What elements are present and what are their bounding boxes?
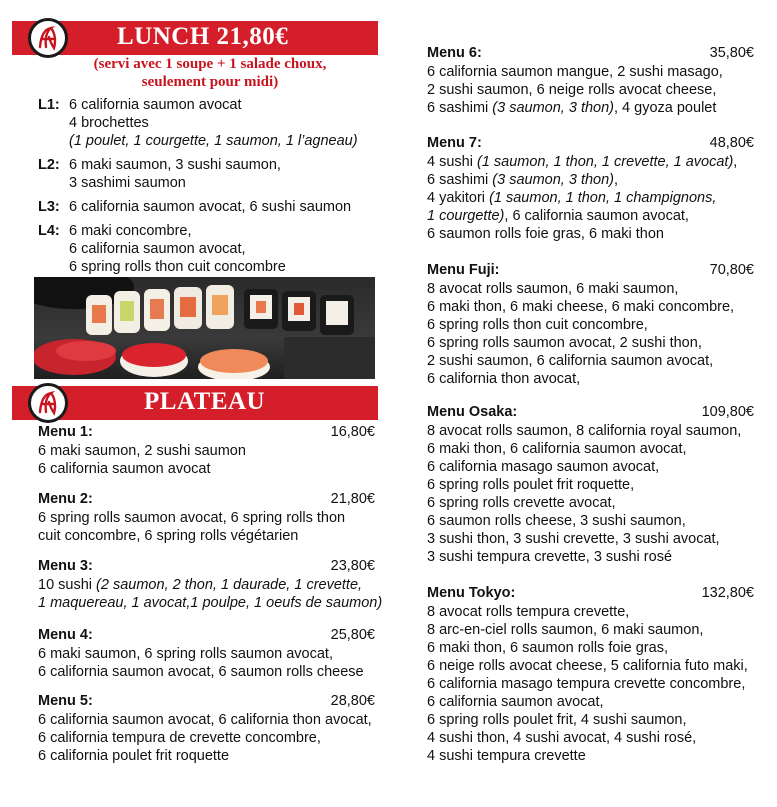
lunch-line (69, 96, 383, 114)
text-segment: cuit concombre, 6 spring rolls végétarien (38, 528, 299, 544)
text-segment: 6 california masago saumon avocat, (427, 459, 660, 475)
menu-line (38, 594, 383, 612)
text-segment: 6 sashimi (427, 172, 493, 188)
menu-name: Menu 4: (38, 627, 93, 643)
menu-line (38, 645, 375, 663)
text-segment: 10 sushi (38, 577, 97, 593)
text-segment: (3 saumon, 3 thon) (492, 172, 614, 188)
menu-line (38, 442, 375, 460)
menu-line (427, 316, 754, 334)
lunch-code: L4: (38, 223, 60, 239)
menu-header (38, 423, 375, 441)
text-segment: 1 courgette) (427, 208, 505, 224)
text-segment: 6 spring rolls saumon avocat, 6 spring rolls thon (38, 510, 346, 526)
menu-name: Menu 5: (38, 693, 93, 709)
text-segment: 6 spring rolls poulet frit roquette, (427, 477, 635, 493)
menu-line (427, 512, 754, 530)
text-segment: 6 california masago tempura crevette concombre, (427, 676, 746, 692)
menu-line (427, 352, 754, 370)
menu-line (427, 440, 754, 458)
menu-line (38, 711, 375, 729)
text-segment: 6 saumon rolls cheese, 3 sushi saumon, (427, 513, 686, 529)
lunch-line (69, 240, 383, 258)
text-segment: 4 yakitori (427, 190, 490, 206)
menu-block (38, 423, 375, 478)
menu-line (427, 530, 754, 548)
text-segment: 6 spring rolls thon cuit concombre, (427, 317, 648, 333)
sushi-platter-photo (34, 277, 375, 379)
menu-line (427, 476, 754, 494)
menu-line (427, 207, 754, 225)
text-segment: 6 maki thon, 6 saumon rolls foie gras, (427, 640, 668, 656)
text-segment: (1 poulet, 1 courgette, 1 saumon, 1 l’agneau) (69, 133, 358, 149)
text-segment: 6 sashimi (427, 100, 493, 116)
lunch-description (69, 156, 383, 192)
menu-header (427, 261, 754, 279)
text-segment: , (733, 154, 738, 170)
lunch-subtitle-line: (servi avec 1 soupe + 1 salade choux, (93, 56, 327, 72)
menu-line (427, 729, 754, 747)
text-segment: 4 sushi thon, 4 sushi avocat, 4 sushi rosé, (427, 730, 697, 746)
text-segment: , 4 gyoza poulet (614, 100, 717, 116)
menu-line (427, 603, 754, 621)
menu-line (38, 663, 375, 681)
text-segment: 6 maki saumon, 3 sushi saumon, (69, 157, 281, 173)
lunch-item (38, 156, 383, 192)
text-segment: 3 sushi tempura crevette, 3 sushi rosé (427, 549, 673, 565)
text-segment: 8 avocat rolls tempura crevette, (427, 604, 630, 620)
restaurant-logo-icon (28, 383, 68, 423)
text-segment: 6 california saumon avocat, 6 california thon avocat, (38, 712, 372, 728)
menu-price: 25,80€ (330, 627, 375, 643)
text-segment: 6 california saumon avocat, 6 saumon rolls cheese (38, 664, 364, 680)
lunch-item (38, 198, 383, 216)
text-segment: 3 sushi thon, 3 sushi crevette, 3 sushi avocat, (427, 531, 720, 547)
menu-line (38, 729, 375, 747)
text-segment: , (614, 172, 619, 188)
lunch-line (69, 132, 383, 150)
menu-header (427, 134, 754, 152)
text-segment: 6 maki concombre, (69, 223, 192, 239)
menu-line (427, 189, 754, 207)
text-segment: 6 maki saumon, 2 sushi saumon (38, 443, 246, 459)
menu-block (38, 626, 375, 681)
text-segment: 6 spring rolls thon cuit concombre (69, 259, 286, 275)
menu-line (427, 171, 754, 189)
menu-price: 48,80€ (709, 135, 754, 151)
menu-header (38, 490, 375, 508)
menu-price: 16,80€ (330, 424, 375, 440)
lunch-code: L2: (38, 157, 60, 173)
text-segment: 8 avocat rolls saumon, 6 maki saumon, (427, 281, 679, 297)
menu-block (38, 557, 383, 612)
menu-line (427, 693, 754, 711)
text-segment: 6 california saumon avocat (38, 461, 211, 477)
menu-line (427, 422, 754, 440)
plateau-title: PLATEAU (144, 388, 266, 415)
menu-header (427, 44, 754, 62)
text-segment: 6 california tempura de crevette concombre, (38, 730, 321, 746)
lunch-list (38, 96, 383, 282)
menu-block (427, 134, 754, 243)
restaurant-logo-icon (28, 18, 68, 58)
text-segment: 2 sushi saumon, 6 california saumon avocat, (427, 353, 714, 369)
menu-line (427, 747, 754, 765)
lunch-description (69, 222, 383, 276)
menu-line (427, 99, 754, 117)
menu-name: Menu 3: (38, 558, 93, 574)
menu-line (38, 509, 375, 527)
text-segment: 6 saumon rolls foie gras, 6 maki thon (427, 226, 664, 242)
lunch-description (69, 198, 383, 216)
text-segment: 4 sushi (427, 154, 477, 170)
text-segment: 6 spring rolls saumon avocat, 2 sushi thon, (427, 335, 702, 351)
lunch-description (69, 96, 383, 150)
lunch-title: LUNCH 21,80€ (117, 23, 289, 50)
lunch-code: L3: (38, 199, 60, 215)
menu-line (38, 576, 375, 594)
menu-line (427, 280, 754, 298)
menu-line (38, 460, 375, 478)
text-segment: (3 saumon, 3 thon) (492, 100, 614, 116)
lunch-line (69, 114, 383, 132)
text-segment: 6 california thon avocat, (427, 371, 581, 387)
text-segment: 6 spring rolls poulet frit, 4 sushi saumon, (427, 712, 687, 728)
menu-line (427, 334, 754, 352)
lunch-item (38, 222, 383, 276)
menu-name: Menu Tokyo: (427, 585, 516, 601)
menu-line (427, 657, 754, 675)
menu-line (427, 153, 754, 171)
menu-name: Menu Osaka: (427, 404, 518, 420)
menu-price: 70,80€ (709, 262, 754, 278)
menu-header (38, 557, 375, 575)
menu-price: 28,80€ (330, 693, 375, 709)
text-segment: 6 california saumon mangue, 2 sushi masago, (427, 64, 723, 80)
menu-price: 35,80€ (709, 45, 754, 61)
menu-line (427, 494, 754, 512)
menu-line (427, 711, 754, 729)
lunch-subtitle-line: seulement pour midi) (141, 74, 279, 90)
text-segment: 6 california poulet frit roquette (38, 748, 230, 764)
menu-line (427, 81, 754, 99)
menu-price: 132,80€ (701, 585, 754, 601)
text-segment: 1 maquereau, 1 avocat,1 poulpe, 1 oeufs de saumon) (38, 595, 383, 611)
menu-header (38, 692, 375, 710)
text-segment: 3 sashimi saumon (69, 175, 186, 191)
text-segment: 8 arc-en-ciel rolls saumon, 6 maki saumon, (427, 622, 704, 638)
text-segment: 2 sushi saumon, 6 neige rolls avocat cheese, (427, 82, 717, 98)
text-segment: 6 california saumon avocat, (69, 241, 246, 257)
text-segment: 6 maki thon, 6 california saumon avocat, (427, 441, 687, 457)
menu-name: Menu 2: (38, 491, 93, 507)
menu-line (427, 370, 754, 388)
lunch-item (38, 96, 383, 150)
menu-line (427, 63, 754, 81)
text-segment: (2 saumon, 2 thon, 1 daurade, 1 crevette, (96, 577, 363, 593)
menu-block (427, 44, 754, 117)
menu-line (427, 458, 754, 476)
menu-block (427, 261, 754, 388)
text-segment: 6 maki thon, 6 maki cheese, 6 maki concombre, (427, 299, 735, 315)
menu-header (38, 626, 375, 644)
menu-name: Menu 6: (427, 45, 482, 61)
menu-name: Menu 7: (427, 135, 482, 151)
menu-price: 21,80€ (330, 491, 375, 507)
lunch-code: L1: (38, 97, 60, 113)
text-segment: 8 avocat rolls saumon, 8 california royal saumon, (427, 423, 742, 439)
lunch-line (69, 222, 383, 240)
menu-header (427, 403, 754, 421)
text-segment: 6 california saumon avocat (69, 97, 242, 113)
text-segment: (1 saumon, 1 thon, 1 champignons, (489, 190, 717, 206)
text-segment: 4 sushi tempura crevette (427, 748, 586, 764)
lunch-line (69, 198, 383, 216)
menu-block (38, 490, 375, 545)
menu-line (38, 747, 375, 765)
menu-price: 109,80€ (701, 404, 754, 420)
menu-block (427, 584, 754, 765)
text-segment: 4 brochettes (69, 115, 149, 131)
menu-line (427, 548, 754, 566)
menu-block (427, 403, 754, 566)
text-segment: (1 saumon, 1 thon, 1 crevette, 1 avocat) (476, 154, 734, 170)
menu-name: Menu 1: (38, 424, 93, 440)
menu-line (427, 639, 754, 657)
menu-line (38, 527, 375, 545)
text-segment: 6 neige rolls avocat cheese, 5 california futo maki, (427, 658, 748, 674)
menu-header (427, 584, 754, 602)
text-segment: 6 california saumon avocat, (427, 694, 604, 710)
menu-line (427, 298, 754, 316)
text-segment: 6 california saumon avocat, 6 sushi saumon (69, 199, 352, 215)
menu-line (427, 225, 754, 243)
menu-line (427, 621, 754, 639)
lunch-line (69, 174, 383, 192)
menu-name: Menu Fuji: (427, 262, 500, 278)
lunch-line (69, 258, 383, 276)
lunch-line (69, 156, 383, 174)
menu-block (38, 692, 375, 765)
lunch-subtitle (60, 55, 360, 91)
menu-price: 23,80€ (330, 558, 375, 574)
text-segment: 6 spring rolls crevette avocat, (427, 495, 616, 511)
menu-line (427, 675, 754, 693)
text-segment: , 6 california saumon avocat, (504, 208, 689, 224)
text-segment: 6 maki saumon, 6 spring rolls saumon avocat, (38, 646, 333, 662)
